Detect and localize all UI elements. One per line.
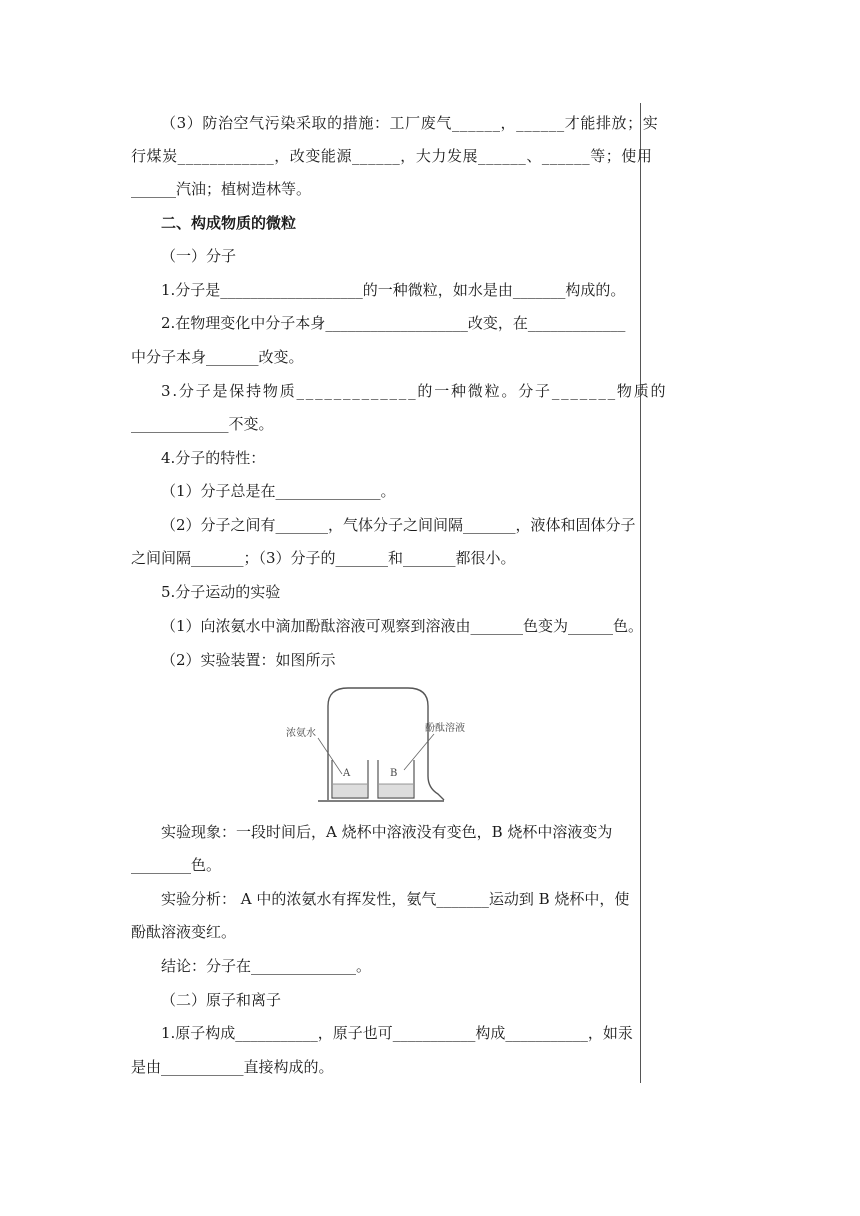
subsection-heading: （二）原子和离子	[161, 991, 282, 1009]
text-line: ______汽油；植树造林等。	[131, 180, 312, 198]
label-phenolphthalein: 酚酞溶液	[425, 723, 465, 734]
label-beaker-b: B	[390, 768, 398, 779]
text-line: 酚酞溶液变红。	[131, 923, 237, 941]
beaker-a	[332, 760, 368, 798]
experiment-figure	[282, 684, 478, 808]
text-line: （1）分子总是在______________。	[161, 482, 396, 500]
subsection-heading: （一）分子	[161, 247, 237, 265]
text-line: ________色。	[131, 856, 222, 874]
text-line: 行煤炭____________，改变能源______，大力发展______、______等；使用	[131, 147, 653, 165]
label-ammonia: 浓氨水	[286, 728, 316, 739]
text-line: 1.分子是___________________的一种微粒，如水是由_______构成的。	[161, 281, 626, 299]
apparatus-diagram	[282, 684, 478, 808]
text-line: 2.在物理变化中分子本身___________________改变，在_____________	[161, 314, 626, 332]
text-line: 5.分子运动的实验	[161, 583, 281, 601]
leader-line-left	[318, 738, 342, 774]
bell-jar	[328, 688, 444, 800]
beaker-b	[378, 760, 414, 798]
text-line: 实验分析： A 中的浓氨水有挥发性，氨气_______运动到 B 烧杯中，使	[161, 890, 630, 908]
text-line: 4.分子的特性：	[161, 449, 266, 467]
text-line: （3）防治空气污染采取的措施：工厂废气______，______才能排放；实	[161, 114, 659, 132]
text-line: 是由___________直接构成的。	[131, 1058, 334, 1076]
text-line: 中分子本身_______改变。	[131, 348, 304, 366]
text-line: 3.分子是保持物质_____________的一种微粒。分子_______物质的	[161, 382, 668, 400]
leader-line-right	[404, 734, 434, 770]
text-line: （2）分子之间有_______，气体分子之间间隔_______，液体和固体分子	[161, 516, 636, 534]
text-line: 实验现象：一段时间后，A 烧杯中溶液没有变色，B 烧杯中溶液变为	[161, 823, 613, 841]
text-line: 之间间隔_______；（3）分子的_______和_______都很小。	[131, 549, 516, 567]
text-line: 结论：分子在______________。	[161, 957, 372, 975]
text-line: 1.原子构成___________，原子也可___________构成___________，如汞	[161, 1024, 633, 1042]
page-border-line	[640, 103, 641, 1083]
label-beaker-a: A	[343, 768, 351, 779]
text-line: （1）向浓氨水中滴加酚酞溶液可观察到溶液由_______色变为______色。	[161, 617, 644, 635]
text-line: （2）实验装置：如图所示	[161, 651, 336, 669]
section-heading: 二、构成物质的微粒	[161, 214, 297, 232]
text-line: _____________不变。	[131, 415, 274, 433]
